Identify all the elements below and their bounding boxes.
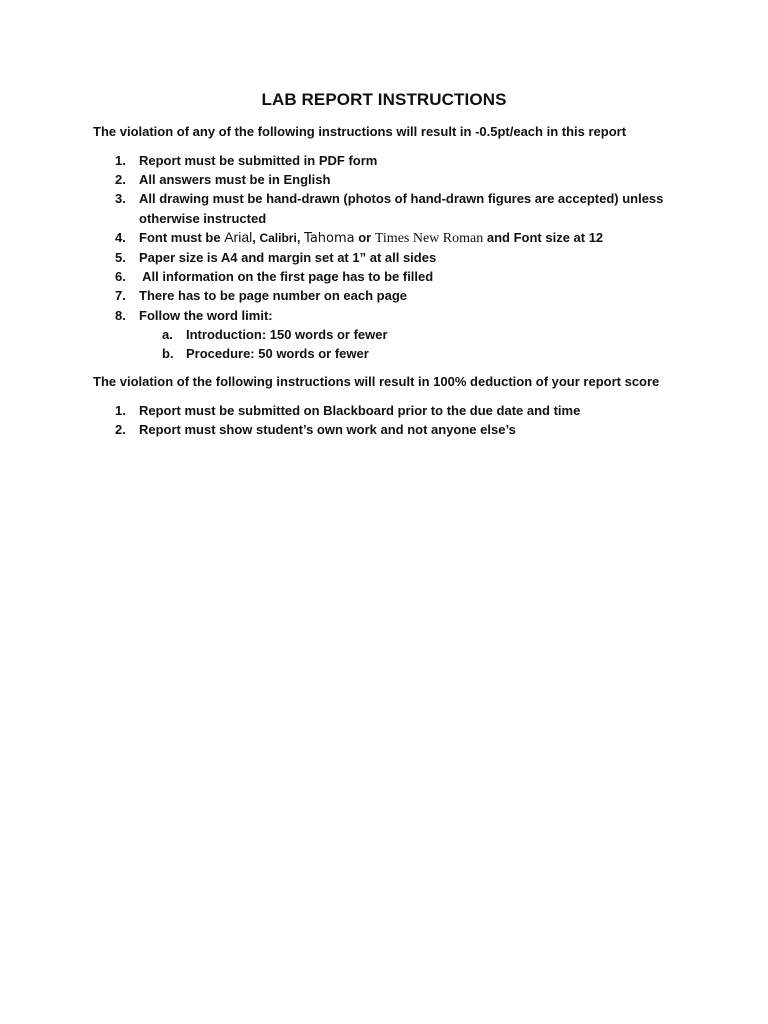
list-item-text: Report must be submitted in PDF form: [139, 153, 378, 168]
list-item-number: 1.: [115, 403, 126, 418]
list-item-text: Paper size is A4 and margin set at 1” at all sides: [139, 250, 437, 266]
font-name-times-new-roman: Times New Roman: [374, 230, 484, 246]
font-rule-suffix: and Font size at 12: [483, 229, 604, 245]
font-name-arial: Arial: [224, 228, 253, 245]
section-2-intro: The violation of the following instructions will result in 100% deduction of your report score: [93, 374, 660, 389]
list-item-number: 3.: [115, 191, 126, 207]
list-item: [93, 267, 693, 286]
list-item-number: 8.: [115, 307, 126, 323]
section-2-list: [93, 401, 693, 439]
font-name-calibri: Calibri: [259, 230, 297, 245]
list-item-text: All drawing must be hand-drawn (photos of hand-drawn figures are accepted) unless otherwise instructed: [139, 191, 664, 226]
font-rule-separator: ,: [252, 229, 260, 245]
font-rule-separator: or: [354, 229, 375, 245]
sublist-item-text: Introduction: 150 words or fewer: [186, 326, 388, 342]
font-name-tahoma: Tahoma: [304, 230, 355, 246]
word-limit-sublist: [139, 325, 693, 363]
sublist-item-letter: b.: [162, 346, 174, 362]
section-1-intro: The violation of any of the following instructions will result in -0.5pt/each in this report: [93, 124, 627, 139]
list-item-text: There has to be page number on each page: [139, 288, 408, 304]
list-item-text: All information on the first page has to be filled: [139, 269, 434, 285]
sublist-item-letter: a.: [162, 326, 173, 342]
list-item: [93, 401, 693, 420]
sublist-item: [139, 325, 693, 344]
section-1-list: [93, 151, 693, 363]
list-item: [93, 248, 693, 267]
list-item: [93, 306, 693, 364]
list-item-fonts: [93, 228, 693, 248]
list-item-text: Report must be submitted on Blackboard prior to the due date and time: [139, 403, 581, 418]
page-title: LAB REPORT INSTRUCTIONS: [261, 90, 507, 109]
list-item-number: 7.: [115, 288, 126, 304]
list-item: [93, 151, 693, 170]
list-item-number: 4.: [115, 229, 126, 245]
list-item: [93, 420, 693, 439]
list-item: [93, 170, 693, 189]
font-rule-prefix: Font must be: [139, 229, 225, 245]
list-item: [93, 286, 693, 305]
sublist-item: [139, 344, 693, 363]
list-item-number: 1.: [115, 153, 126, 168]
list-item-number: 6.: [115, 269, 126, 285]
list-item-number: 5.: [115, 250, 126, 266]
list-item-number: 2.: [115, 172, 126, 188]
list-item-text: Report must show student’s own work and not anyone else’s: [139, 422, 516, 438]
font-rule-separator: ,: [296, 229, 305, 245]
list-item-number: 2.: [115, 422, 126, 438]
list-item-text: All answers must be in English: [139, 172, 331, 188]
list-item-text: Follow the word limit:: [139, 307, 273, 323]
sublist-item-text: Procedure: 50 words or fewer: [186, 346, 369, 362]
list-item: [93, 189, 693, 227]
